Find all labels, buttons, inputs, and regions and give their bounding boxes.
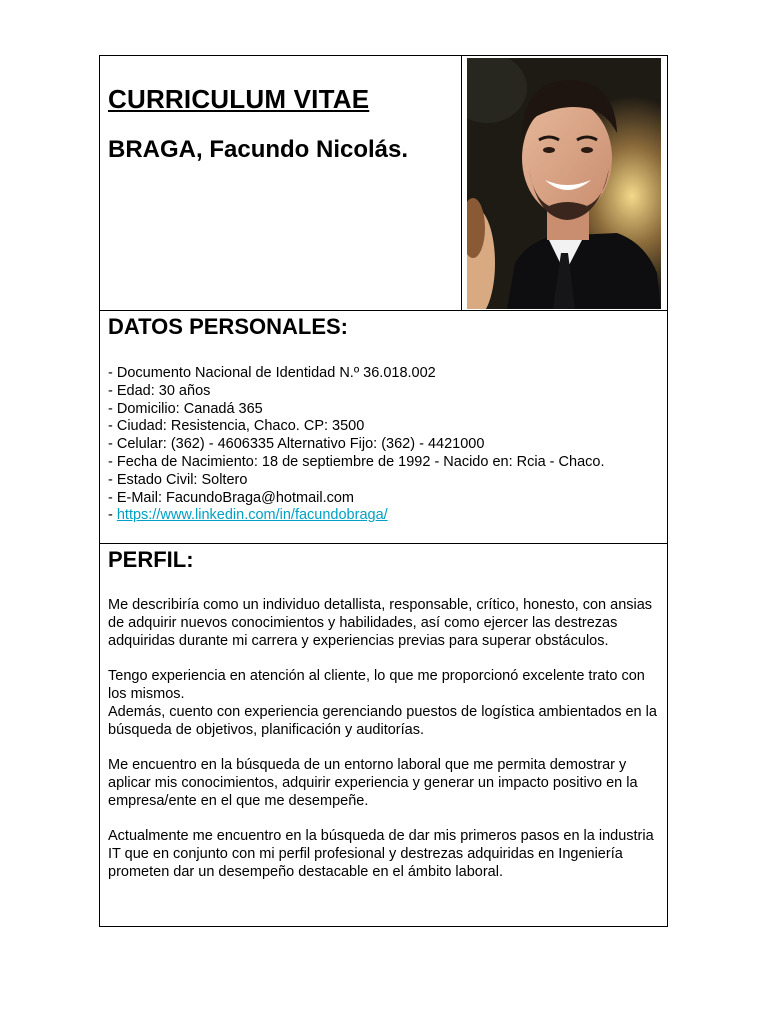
linkedin-link[interactable]: https://www.linkedin.com/in/facundobraga/ (116, 507, 388, 524)
profile-section (100, 544, 667, 926)
personal-item-city: - Ciudad: Resistencia, Chaco. CP: 3500 (108, 418, 365, 435)
profile-text (108, 597, 664, 900)
photo-cell (462, 56, 667, 310)
personal-data-section (100, 311, 667, 544)
cv-frame (99, 55, 668, 927)
personal-item-address: - Domicilio: Canadá 365 (108, 400, 263, 417)
candidate-name: BRAGA, Facundo Nicolás. (108, 136, 409, 163)
personal-data-heading: DATOS PERSONALES: (108, 314, 348, 339)
header-text-cell (100, 56, 461, 310)
personal-item-dni: - Documento Nacional de Identidad N.º 36.018.002 (108, 365, 436, 381)
personal-item-age: - Edad: 30 años (108, 382, 211, 399)
header-section (100, 56, 667, 311)
personal-item-birth: - Fecha de Nacimiento: 18 de septiembre de 1992 - Nacido en: Rcia - Chaco. (108, 453, 605, 470)
profile-paragraph: Me describiría como un individuo detallista, responsable, crítico, honesto, con ansias de adquirir nuevos conocimientos y habilidades, así como ejercer las destrezas adquiridas durante mi carrera y experiencias previas para superar obstáculos. (108, 597, 653, 649)
profile-paragraph: Me encuentro en la búsqueda de un entorno laboral que me permita demostrar y aplicar mis conocimientos, adquirir experiencia y generar un impacto positivo en la empresa/ente en el que me desempeñe. (108, 757, 638, 809)
profile-paragraph: Tengo experiencia en atención al cliente, lo que me proporcionó excelente trato con los mismos. (108, 668, 645, 702)
personal-item-phone: - Celular: (362) - 4606335 Alternativo Fijo: (362) - 4421000 (108, 436, 485, 453)
profile-paragraph: Actualmente me encuentro en la búsqueda de dar mis primeros pasos en la industria IT que en conjunto con mi perfil profesional y destrezas adquiridas en Ingeniería prometen dar un desempeño destacable en el ámbito laboral. (108, 828, 654, 880)
profile-heading: PERFIL: (108, 547, 194, 572)
profile-paragraph: Además, cuento con experiencia gerenciando puestos de logística ambientados en la búsqueda de objetivos, planificación y auditorías. (108, 703, 657, 738)
linkedin-prefix: - (108, 507, 117, 524)
personal-data-list (108, 365, 604, 525)
personal-item-email: - E-Mail: FacundoBraga@hotmail.com (108, 489, 355, 506)
document-title: CURRICULUM VITAE (108, 84, 370, 114)
personal-item-linkedin (108, 507, 604, 525)
portrait-photo (467, 58, 661, 309)
personal-item-civil-status: - Estado Civil: Soltero (108, 471, 248, 488)
